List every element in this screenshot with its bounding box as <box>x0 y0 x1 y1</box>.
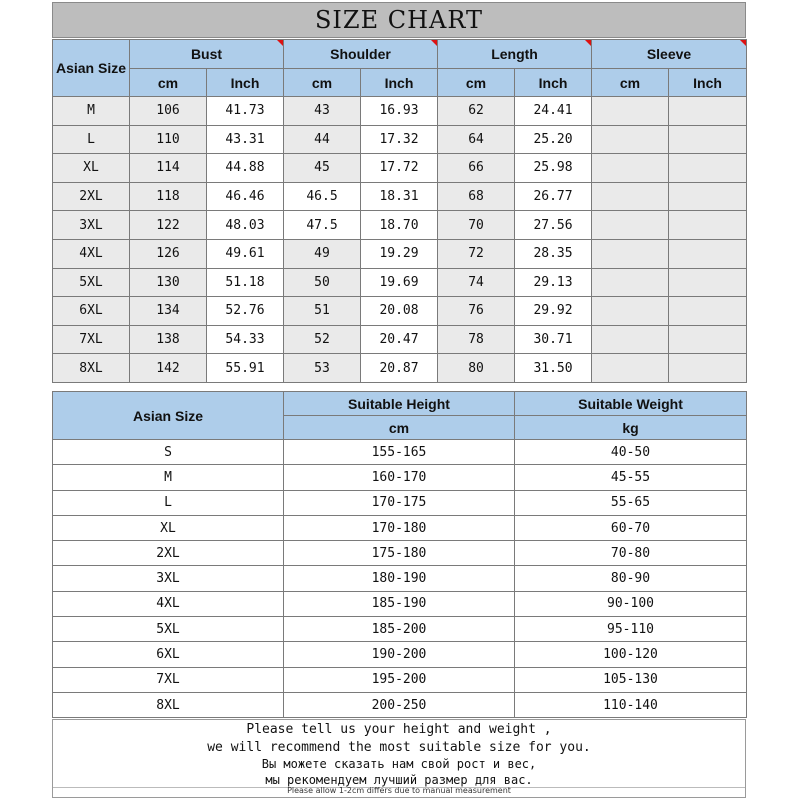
weight-range-cell: 105-130 <box>515 667 747 692</box>
table-row <box>53 354 747 383</box>
measurement-cell: 53 <box>284 354 361 383</box>
measurement-cell: 70 <box>438 211 515 240</box>
measurement-cell: 19.69 <box>361 268 438 297</box>
measurement-cell <box>669 211 747 240</box>
weight-unit-header: kg <box>515 416 747 440</box>
measurement-cell: 134 <box>130 297 207 326</box>
table-row <box>53 325 747 354</box>
unit-header: Inch <box>669 69 747 97</box>
measurement-cell: 17.32 <box>361 125 438 154</box>
measurement-cell: 41.73 <box>207 97 284 126</box>
table-row <box>53 239 747 268</box>
measurement-cell: 20.47 <box>361 325 438 354</box>
fit-guide-table <box>52 391 747 718</box>
measurement-cell <box>669 354 747 383</box>
height-range-cell: 180-190 <box>284 566 515 591</box>
size-label-cell: L <box>53 125 130 154</box>
table-row <box>53 490 747 515</box>
measurement-cell <box>592 239 669 268</box>
note-line-ru-2: мы рекомендуем лучший размер для вас. <box>265 773 533 787</box>
measurement-cell: 54.33 <box>207 325 284 354</box>
weight-range-cell: 100-120 <box>515 642 747 667</box>
measurement-cell <box>669 239 747 268</box>
size-label-cell: 7XL <box>53 325 130 354</box>
measurement-cell: 28.35 <box>515 239 592 268</box>
measurement-cell: 47.5 <box>284 211 361 240</box>
table-row <box>53 566 747 591</box>
measurement-cell: 114 <box>130 154 207 183</box>
weight-range-cell: 60-70 <box>515 515 747 540</box>
measurement-cell <box>669 325 747 354</box>
height-range-cell: 190-200 <box>284 642 515 667</box>
sleeve-header: Sleeve <box>592 40 747 69</box>
size-label-cell: 2XL <box>53 182 130 211</box>
measurement-cell <box>592 97 669 126</box>
note-line-en-2: we will recommend the most suitable size for you. <box>207 740 591 755</box>
size-label-cell: 6XL <box>53 297 130 326</box>
weight-range-cell: 55-65 <box>515 490 747 515</box>
height-range-cell: 175-180 <box>284 541 515 566</box>
weight-range-cell: 80-90 <box>515 566 747 591</box>
measurement-cell <box>592 297 669 326</box>
size-label-cell: 8XL <box>53 354 130 383</box>
measurement-cell: 44 <box>284 125 361 154</box>
size-label-cell: XL <box>53 154 130 183</box>
measurement-cell <box>592 182 669 211</box>
shoulder-header: Shoulder <box>284 40 438 69</box>
unit-header: Inch <box>207 69 284 97</box>
weight-range-cell: 90-100 <box>515 591 747 616</box>
measurement-cell: 126 <box>130 239 207 268</box>
table-row <box>53 268 747 297</box>
measurement-cell: 110 <box>130 125 207 154</box>
measurement-cell: 19.29 <box>361 239 438 268</box>
measurement-cell <box>669 97 747 126</box>
measurements-table <box>52 39 747 383</box>
asian-size-header: Asian Size <box>53 392 284 440</box>
measurement-cell: 17.72 <box>361 154 438 183</box>
height-range-cell: 185-200 <box>284 617 515 642</box>
size-label-cell: M <box>53 465 284 490</box>
measurement-cell <box>592 354 669 383</box>
measurement-cell: 142 <box>130 354 207 383</box>
unit-header: Inch <box>361 69 438 97</box>
measurement-cell: 49.61 <box>207 239 284 268</box>
table-row <box>53 667 747 692</box>
measurement-cell: 29.13 <box>515 268 592 297</box>
table-row <box>53 440 747 465</box>
measurement-cell: 24.41 <box>515 97 592 126</box>
size-label-cell: 4XL <box>53 591 284 616</box>
measurement-cell <box>669 268 747 297</box>
measurement-cell: 68 <box>438 182 515 211</box>
measurement-cell: 46.46 <box>207 182 284 211</box>
height-range-cell: 160-170 <box>284 465 515 490</box>
table-row <box>53 297 747 326</box>
measurement-cell: 72 <box>438 239 515 268</box>
height-range-cell: 185-190 <box>284 591 515 616</box>
size-chart-title: SIZE CHART <box>52 2 746 38</box>
table-row <box>53 125 747 154</box>
measurement-cell: 52.76 <box>207 297 284 326</box>
size-label-cell: M <box>53 97 130 126</box>
unit-header: cm <box>284 69 361 97</box>
measurement-cell: 20.87 <box>361 354 438 383</box>
measurement-cell: 49 <box>284 239 361 268</box>
size-label-cell: 5XL <box>53 617 284 642</box>
suitable-weight-header: Suitable Weight <box>515 392 747 416</box>
measurement-cell: 44.88 <box>207 154 284 183</box>
weight-range-cell: 45-55 <box>515 465 747 490</box>
measurement-cell: 43 <box>284 97 361 126</box>
table-row <box>53 692 747 717</box>
measurement-cell: 50 <box>284 268 361 297</box>
suitable-height-header: Suitable Height <box>284 392 515 416</box>
measurement-cell: 74 <box>438 268 515 297</box>
table-row <box>53 591 747 616</box>
size-label-cell: 3XL <box>53 211 130 240</box>
measurement-cell: 51 <box>284 297 361 326</box>
recommendation-note <box>52 719 746 798</box>
unit-header: Inch <box>515 69 592 97</box>
measurement-cell: 48.03 <box>207 211 284 240</box>
size-label-cell: 5XL <box>53 268 130 297</box>
measurement-cell <box>669 125 747 154</box>
measurement-cell: 27.56 <box>515 211 592 240</box>
measurement-cell: 26.77 <box>515 182 592 211</box>
measurement-cell: 138 <box>130 325 207 354</box>
unit-header: cm <box>592 69 669 97</box>
measurement-cell <box>592 268 669 297</box>
measurement-cell: 62 <box>438 97 515 126</box>
measurement-cell: 80 <box>438 354 515 383</box>
note-line-en-1: Please tell us your height and weight , <box>246 722 552 737</box>
height-range-cell: 195-200 <box>284 667 515 692</box>
unit-header: cm <box>130 69 207 97</box>
measurement-cell: 43.31 <box>207 125 284 154</box>
weight-range-cell: 95-110 <box>515 617 747 642</box>
measurement-cell: 66 <box>438 154 515 183</box>
weight-range-cell: 110-140 <box>515 692 747 717</box>
size-label-cell: 3XL <box>53 566 284 591</box>
measurement-cell <box>592 325 669 354</box>
measurement-cell: 20.08 <box>361 297 438 326</box>
measurement-cell: 78 <box>438 325 515 354</box>
measurement-cell: 55.91 <box>207 354 284 383</box>
table-row <box>53 97 747 126</box>
size-label-cell: 7XL <box>53 667 284 692</box>
table-row <box>53 541 747 566</box>
height-range-cell: 170-175 <box>284 490 515 515</box>
measurement-cell: 31.50 <box>515 354 592 383</box>
measurement-cell: 25.20 <box>515 125 592 154</box>
measurement-cell <box>592 211 669 240</box>
measurement-cell: 52 <box>284 325 361 354</box>
measurement-cell <box>592 125 669 154</box>
size-label-cell: 2XL <box>53 541 284 566</box>
table-row <box>53 642 747 667</box>
size-label-cell: 8XL <box>53 692 284 717</box>
measurement-cell: 25.98 <box>515 154 592 183</box>
measurement-cell: 64 <box>438 125 515 154</box>
size-label-cell: 6XL <box>53 642 284 667</box>
measurement-cell: 18.70 <box>361 211 438 240</box>
measurement-cell: 18.31 <box>361 182 438 211</box>
measurement-cell: 51.18 <box>207 268 284 297</box>
table-row <box>53 154 747 183</box>
size-label-cell: 4XL <box>53 239 130 268</box>
measurement-cell: 45 <box>284 154 361 183</box>
weight-range-cell: 70-80 <box>515 541 747 566</box>
measurement-cell <box>669 297 747 326</box>
height-range-cell: 200-250 <box>284 692 515 717</box>
height-range-cell: 170-180 <box>284 515 515 540</box>
measurement-cell <box>669 154 747 183</box>
measurement-cell: 122 <box>130 211 207 240</box>
table-row <box>53 211 747 240</box>
measurement-cell <box>592 154 669 183</box>
unit-header: cm <box>438 69 515 97</box>
measurement-cell: 76 <box>438 297 515 326</box>
size-label-cell: S <box>53 440 284 465</box>
measurement-disclaimer: Please allow 1-2cm differs due to manual measurement <box>287 786 511 795</box>
measurement-cell: 30.71 <box>515 325 592 354</box>
asian-size-header: Asian Size <box>53 40 130 97</box>
measurement-cell: 106 <box>130 97 207 126</box>
measurement-cell: 46.5 <box>284 182 361 211</box>
measurement-cell: 130 <box>130 268 207 297</box>
measurement-cell: 118 <box>130 182 207 211</box>
length-header: Length <box>438 40 592 69</box>
table-row <box>53 182 747 211</box>
bust-header: Bust <box>130 40 284 69</box>
measurement-cell <box>669 182 747 211</box>
note-line-ru-1: Вы можете сказать нам свой рост и вес, <box>261 757 537 771</box>
height-range-cell: 155-165 <box>284 440 515 465</box>
weight-range-cell: 40-50 <box>515 440 747 465</box>
size-label-cell: L <box>53 490 284 515</box>
table-row <box>53 465 747 490</box>
measurement-cell: 16.93 <box>361 97 438 126</box>
height-unit-header: cm <box>284 416 515 440</box>
size-label-cell: XL <box>53 515 284 540</box>
measurement-cell: 29.92 <box>515 297 592 326</box>
table-row <box>53 617 747 642</box>
table-row <box>53 515 747 540</box>
